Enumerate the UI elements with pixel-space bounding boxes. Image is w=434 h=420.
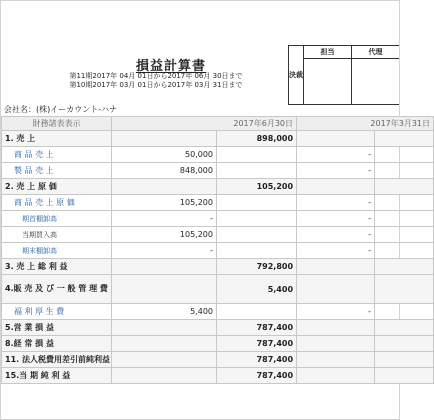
prev-total — [375, 320, 434, 336]
table-row — [2, 259, 434, 275]
cur-total: 5,400 — [217, 275, 297, 304]
row-label[interactable]: 製 品 売 上 — [2, 163, 112, 179]
cur-detail: - — [112, 211, 217, 227]
table-row — [2, 320, 434, 336]
table-header-row — [2, 117, 434, 131]
prev-detail — [297, 131, 375, 147]
prev-total — [375, 336, 434, 352]
cur-detail — [112, 259, 217, 275]
cur-detail — [112, 352, 217, 368]
row-label[interactable]: 期首棚卸高 — [2, 211, 112, 227]
prev-total — [375, 227, 434, 243]
prev-detail — [297, 320, 375, 336]
approval-box — [288, 45, 399, 105]
prev-detail: - — [297, 163, 375, 179]
row-label[interactable]: 商 品 売 上 原 価 — [2, 195, 112, 211]
prev-detail: - — [297, 304, 375, 320]
prev-total — [375, 131, 434, 147]
table-row — [2, 275, 434, 304]
table-row — [2, 147, 434, 163]
row-label: 8.経 常 損 益 — [2, 336, 112, 352]
cur-detail: 848,000 — [112, 163, 217, 179]
table-row — [2, 304, 434, 320]
table-row — [2, 195, 434, 211]
row-label[interactable]: 商 品 売 上 — [2, 147, 112, 163]
cur-detail — [112, 179, 217, 195]
header-label: 財務諸表表示 — [2, 117, 112, 131]
approval-col-dairi[interactable] — [352, 46, 399, 104]
prev-detail — [297, 336, 375, 352]
table-row — [2, 211, 434, 227]
approval-col-tanto-label: 担当 — [304, 46, 351, 59]
table-row — [2, 243, 434, 259]
row-label: 5.営 業 損 益 — [2, 320, 112, 336]
prev-total — [375, 195, 434, 211]
cur-detail — [112, 368, 217, 384]
cur-total — [217, 227, 297, 243]
row-label: 当期買入高 — [2, 227, 112, 243]
cur-total: 898,000 — [217, 131, 297, 147]
approval-col-dairi-label: 代理 — [352, 46, 399, 59]
prev-detail: - — [297, 211, 375, 227]
prev-total — [375, 304, 434, 320]
cur-total: 792,800 — [217, 259, 297, 275]
cur-detail — [112, 131, 217, 147]
cur-total: 787,400 — [217, 320, 297, 336]
cur-detail: 50,000 — [112, 147, 217, 163]
prev-detail — [297, 368, 375, 384]
prev-detail — [297, 275, 375, 304]
table-row — [2, 163, 434, 179]
row-label[interactable]: 期末棚卸高 — [2, 243, 112, 259]
prev-detail: - — [297, 243, 375, 259]
cur-total: 787,400 — [217, 336, 297, 352]
prev-detail: - — [297, 195, 375, 211]
income-statement-table — [1, 116, 434, 384]
prev-detail — [297, 352, 375, 368]
prev-total — [375, 368, 434, 384]
row-label: 2. 売 上 原 価 — [2, 179, 112, 195]
cur-detail — [112, 320, 217, 336]
header-current-period: 2017年6月30日 — [112, 117, 297, 131]
table-row — [2, 179, 434, 195]
prev-total — [375, 211, 434, 227]
cur-total — [217, 147, 297, 163]
prev-detail: - — [297, 147, 375, 163]
cur-total: 105,200 — [217, 179, 297, 195]
prev-total — [375, 352, 434, 368]
cur-detail — [112, 336, 217, 352]
period-current: 第11期2017年 04月 01日から2017年 06月 30日まで — [69, 72, 243, 80]
prev-total — [375, 179, 434, 195]
cur-total — [217, 211, 297, 227]
cur-total — [217, 243, 297, 259]
prev-detail — [297, 259, 375, 275]
document-title: 損益計算書 — [135, 59, 206, 74]
row-label: 1. 売 上 — [2, 131, 112, 147]
table-row — [2, 131, 434, 147]
cur-detail: 105,200 — [112, 195, 217, 211]
cur-detail: - — [112, 243, 217, 259]
cur-total: 787,400 — [217, 352, 297, 368]
approval-kessai-label: 決裁 — [289, 46, 304, 104]
row-label: 4.販 売 及 び 一 般 管 理 費 — [2, 275, 112, 304]
prev-detail: - — [297, 227, 375, 243]
prev-total — [375, 243, 434, 259]
row-label: 3. 売 上 総 利 益 — [2, 259, 112, 275]
prev-total — [375, 275, 434, 304]
table-row — [2, 227, 434, 243]
cur-total: 787,400 — [217, 368, 297, 384]
cur-total — [217, 163, 297, 179]
cur-detail: 5,400 — [112, 304, 217, 320]
top-blank-strip — [1, 1, 399, 43]
table-row — [2, 336, 434, 352]
cur-detail — [112, 275, 217, 304]
period-previous: 第10期2017年 03月 01日から2017年 03月 31日まで — [69, 81, 243, 89]
row-label: 15.当 期 純 利 益 — [2, 368, 112, 384]
prev-total — [375, 147, 434, 163]
cur-detail: 105,200 — [112, 227, 217, 243]
table-row — [2, 352, 434, 368]
company-name: 会社名：(株)イーカウント-ハナ — [4, 105, 117, 114]
prev-total — [375, 163, 434, 179]
approval-col-tanto[interactable] — [304, 46, 352, 104]
table-row — [2, 368, 434, 384]
prev-detail — [297, 179, 375, 195]
header-previous-period: 2017年3月31日 — [297, 117, 434, 131]
prev-total — [375, 259, 434, 275]
cur-total — [217, 195, 297, 211]
row-label: 11. 法人税費用差引前純利益 — [2, 352, 112, 368]
cur-total — [217, 304, 297, 320]
row-label[interactable]: 福 利 厚 生 費 — [2, 304, 112, 320]
